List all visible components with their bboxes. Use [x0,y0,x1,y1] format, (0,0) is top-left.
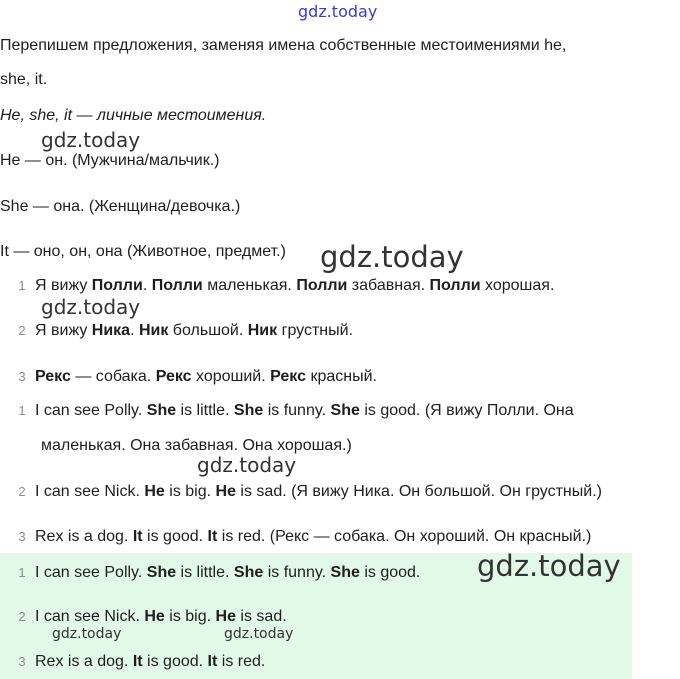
russian-sentence-3: Рекс — собака. Рекс хороший. Рекс красный. [35,368,377,385]
list-number: 3 [18,654,26,669]
watermark-6: gdz.today [52,626,122,642]
watermark-2: gdz.today [320,240,464,274]
list-number: 3 [18,369,26,384]
translated-sentence-3: Rex is a dog. It is good. It is red. (Рекс — собака. Он хороший. Он красный.) [35,528,592,545]
translated-sentence-2: I can see Nick. He is big. He is sad. (Я вижу Ника. Он большой. Он грустный.) [35,483,602,500]
list-number: 1 [18,403,26,418]
list-number: 2 [18,323,26,338]
answer-sentence-1: I can see Polly. She is little. She is funny. She is good. [35,564,421,581]
watermark-3: gdz.today [41,295,141,319]
he-definition: He — он. (Мужчина/мальчик.) [0,152,220,169]
list-number: 2 [18,484,26,499]
watermark-1: gdz.today [41,128,141,152]
watermark-7: gdz.today [224,626,294,642]
intro-line-2: she, it. [0,71,48,88]
translated-sentence-1: I can see Polly. She is little. She is funny. She is good. (Я вижу Полли. Она [35,402,574,419]
answer-sentence-2: I can see Nick. He is big. He is sad. [35,608,287,625]
list-number: 2 [18,609,26,624]
list-number: 1 [18,278,26,293]
russian-sentence-1: Я вижу Полли. Полли маленькая. Полли забавная. Полли хорошая. [35,277,555,294]
it-definition: It — оно, он, она (Животное, предмет.) [0,243,286,260]
watermark-5: gdz.today [477,549,621,583]
pronoun-note: He, she, it — личные местоимения. [0,107,267,124]
watermark-top: gdz.today [298,2,378,21]
list-number: 1 [18,565,26,580]
translated-sentence-1-continuation: маленькая. Она забавная. Она хорошая.) [41,437,352,454]
list-number: 3 [18,529,26,544]
she-definition: She — она. (Женщина/девочка.) [0,198,241,215]
watermark-4: gdz.today [197,453,297,477]
russian-sentence-2: Я вижу Ника. Ник большой. Ник грустный. [35,322,354,339]
intro-line-1: Перепишем предложения, заменяя имена собственные местоимениями he, [0,37,567,54]
answer-sentence-3: Rex is a dog. It is good. It is red. [35,653,266,670]
